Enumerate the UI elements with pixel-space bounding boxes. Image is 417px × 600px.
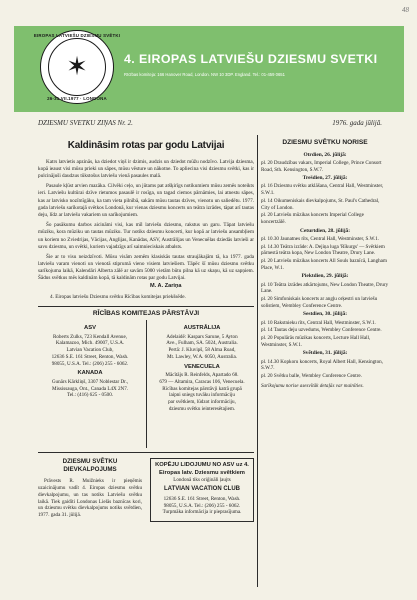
issue-number: DZIESMU SVETKU ZIŅAS Nr. 2. [38,119,133,127]
rep-line: Ave., Fulham, SA. 5024, Australia. [166,340,238,347]
program-event: pl. 20 Svētku balle, Wembley Conference Centre. [261,372,362,379]
program-event: pl. 20 Latviešu mūzikas koncerts All Souls baznīcā, Langham Place, W.1. [261,257,387,271]
festival-title: 4. EIROPAS LATVIEŠU DZIESMU SVETKI [124,52,378,66]
rep-address [150,334,254,361]
rep-line: Tel.: (416) 625 - 0500. [66,392,114,399]
program-day: Sestdien, 30. jūlijā: [302,311,348,318]
rep-line: Pertā: J. Kluvipš, 58 Alma Road, [168,347,236,354]
program-event: pl. 20 Draudzības vakars, Imperial College, Prince Consort Road, Sth. Kensington, S.W.7. [261,159,382,173]
article-paragraph: Pasaule kļūst arvien mazāka. Cilvēki ceļo, un jūtams pat atšķirīgs notikumiem mūsu zemēs noteikts ieri. Latviešu kultūrai dzīve rietumos pasaulē ir rosīga, un tagad ciemos pārnāmies, lai atnestu sāpes, kas ar latvisko nozīmīgāku, ka tam vieta pilnībā, sakām mūsu tautas dzīves, vienotu un saliedētu. 1977. gada latviešu sarīkotajā svētkos Londonā, kur vienas dziesmu koncerts un teātra izrādes, tāpat arī tautas deju, līdz ar latviešu vakariem un sarīkojumiem. [38,183,254,218]
vacation-club-address: 98055, U.S.A. Tel.: (206) 255 - 6062. [163,502,241,509]
flight-notice-line: Londonā tiks oriģināli ļaujts [173,477,231,484]
program-event: pl. 14.30 Teātra izrāde: A. Dejiņa luga 'Rīkurgs' — Svētkiem pārnestā teātra kopa, New London Theatre, Drury Lane. [261,243,385,257]
rep-address [38,334,142,368]
rep-country: KANADA [77,370,103,377]
rep-line: 98055, U.S.A. Tel.: (206) 255 - 6062. [51,360,129,367]
church-service-title: DZIESMU SVĒTKU DIEVKALPOJUMS [62,458,118,474]
program-event: pl. 14 Oikumeniskais dievkalpojums, St. Paul's Cathedral, City of London. [261,197,380,211]
committee-address: Rīcības komiteja: 166 Hanover Road, London. NW 10 3DP. England. Tel.: 01-459 0651 [124,72,285,77]
rep-address [150,372,254,412]
flight-notice-closing: Turpmāka informācija ir pieprasījuma. [162,509,242,516]
program-event: pl. 20 Populārās mūzikas koncerts, Lecture Hall Hall, Westminster, S.W.1. [261,334,371,348]
rep-address [38,379,142,399]
reps-divider [146,320,147,448]
vacation-club-address: 12636 S.E. 161 Street, Renton, Wash. [163,495,241,502]
program-day: Piektdien, 29. jūlijā: [301,273,349,280]
program-day: Ceturtdien, 28. jūlijā: [299,227,350,234]
program-title: DZIESMU SVĒTKU NORISE [282,139,368,146]
signature-caption: 4. Eiropas latviešu Dziesmu svētku Rīcības komitejas priekšsēde. [50,294,186,300]
program-event: pl. 16 Dziesmu svētku atklāšana, Central Hall, Westminster, S.W.1. [261,183,384,197]
program-event: pl. 20 Simfoniskais koncerts ar angļu orķestri un latviešu solistiem, Wembley Conference Centre. [261,295,378,309]
seal-emblem-icon [48,38,106,96]
article-paragraph: Šo pasākumu darbos aicināmi visi, kas mīl latviešu dziesmu, rakstus un garu. Tāpat latviešu mūziku, kora mūziku un tautas mūziku. Tur notiks dziesmu koncerti, kur kopā ar latviešu ansambļiem un koriem no Zviedrijas, Vācijas, Anglijas, Kanādas, ASV, Austrālijas un Venecuēlas dziedās latvieši ar savu dziesmu, un svētki, kuriem vajadzīgs arī saimnieciskais atbalsts. [38,222,254,250]
festival-program [261,139,389,389]
rep-line: Roberts Zulks, 723 Kendall Avenue, [52,333,128,340]
rep-line: Kalamazoo, Mich. 49007, U.S.A. [55,340,125,347]
program-event: pl. 10 Teātra izrādes atkārtojums, New London Theatre, Drury Lane. [261,281,389,295]
article-title: Kaldināsim rotas par godu Latvijai [67,140,225,151]
program-day: Svētdien, 31. jūlijā: [302,350,348,357]
section-divider [38,452,254,453]
rep-line: Rīcības komitejas pārstāvji katrā grupā [162,385,242,392]
rep-line: Mt. Lawley, W.A. 6050, Australia. [166,353,238,360]
article-signature: M. A. Zariņa [150,283,182,289]
program-event: pl. 20 Latviešu mūzikas koncerts Imperial College koncertzālē. [261,212,364,225]
rep-country: AUSTRĀLIJA [183,325,221,331]
page-mark: 48 [402,6,409,14]
program-note: Sarīkojumu norise asesvītāk detaļās var mainīties. [261,382,364,389]
rep-line: 12636 S.E. 161 Street, Renton, Wash. [51,353,129,360]
church-service-notice [38,458,142,519]
main-article [38,139,254,286]
program-event: pl. 14 Tautas deju uzvedums, Wembley Conference Centre. [261,327,382,334]
program-day: Otrdien, 26. jūlijā: [303,151,347,158]
reps-left [38,323,142,402]
rep-line: laipni sniegs tuvāku informāciju [169,392,235,399]
rep-line: par svētkiem, lūdzot informāciju, [168,399,236,406]
church-service-text: Prāvests R. Muižnieks ir pieņēmis uzaicinājumu vadīt 4. Eiropas dziesmu svētku dievkalpojumu, un tas notiks Latviešu svētku laikā. Tiek gaidīti Londonas Lielās baznīcas kori, un dziesmu svētku dievkalpojums notiks svētdien, 1977. gada 31. jūlijā. [38,478,142,518]
rep-line: Latvian Vacation Club, [66,347,114,354]
rep-line: 679 — Altamira, Caracas 106, Venecuela. [159,378,245,385]
rep-line: Mississauga, Ont., Canada L4X 2N7. [51,385,129,392]
column-divider [257,135,258,587]
seal-symbol: ✶ [66,52,88,81]
rep-line: Adelaidē: Kaspars Sarune, 5 Ayton [166,333,238,340]
flight-notice-title: KOPĒJU LIDOJUMU NO ASV uz 4. Eiropas latv. Dziesmu svētkiem [155,462,249,476]
program-event: pl. 10 Rakstnieku rīts, Central Hall, Westminster, S.W.1. [261,319,376,326]
program-event: pl. 14.30 Kopkoru koncerts, Royal Albert Hall, Kensington, S.W.7. [261,358,383,372]
rep-line: Gunārs Kārkliņš, 3307 Noblestar Dr., [51,378,129,385]
rep-country: ASV [84,325,96,331]
rep-line: Mācītājs R. Reinfelds, Apartado 68. [165,372,239,379]
article-paragraph: Šie ar to visu neizdzīvoti. Mūsu visām zemēm klasiskās tautas straujākajām tā, ka 1977. gada latviešu varam vienoti un vienotā stiprumā vieno visiem latviešiem. Tāpēc šī mūsu dziesmu svētku sarīkojuma laikā, Kalendāri Alberta zālē ar savām 5000 vietām būtu pilna kā uz skaņu, kā uz sapņiem. Šādus svētkus mēs kaldinām kopā, tā kaldinām rotas par godu Latvijai. [38,253,254,282]
flight-notice-box [150,458,254,522]
program-event: pl. 10.30 Jaunatnes rīts, Central Hall, Westminster, S.W.1. [261,235,380,242]
section-divider [38,306,254,307]
program-day: Trešdien, 27. jūlijā: [302,175,348,182]
article-paragraph: Katrs latvietis apzinās, ka dziedot viņš ir dzimis, audzis un dziedot mūžu nodzīvo. Latvija dziesma, kopā ieaust visi mūsu prieki un sāpes, mūsu vēsture un nākotne. To apliecina visi dziesmu svētki, kas ir pulcinājuši daudzus tūkstošus latviešu vienā pasaules malā. [38,158,254,180]
festival-seal [33,30,121,104]
reps-right [150,323,254,415]
reps-title: RĪCĪBAS KOMITEJAS PĀRSTĀVJI [92,310,200,317]
vacation-club-name: LATVIAN VACATION CLUB [164,486,240,492]
seal-top-text: EIROPAS LATVIEŠU DZIESMU SVĒTKI [33,33,121,38]
rep-line: dziesmu svētku ieinteresētajiem. [168,405,236,412]
rep-country: VENECUELA [184,363,220,370]
seal-bottom-text: 26-31.VII.1977 · LONDONA [47,96,107,101]
issue-date: 1976. gada jūlijā. [332,119,382,127]
